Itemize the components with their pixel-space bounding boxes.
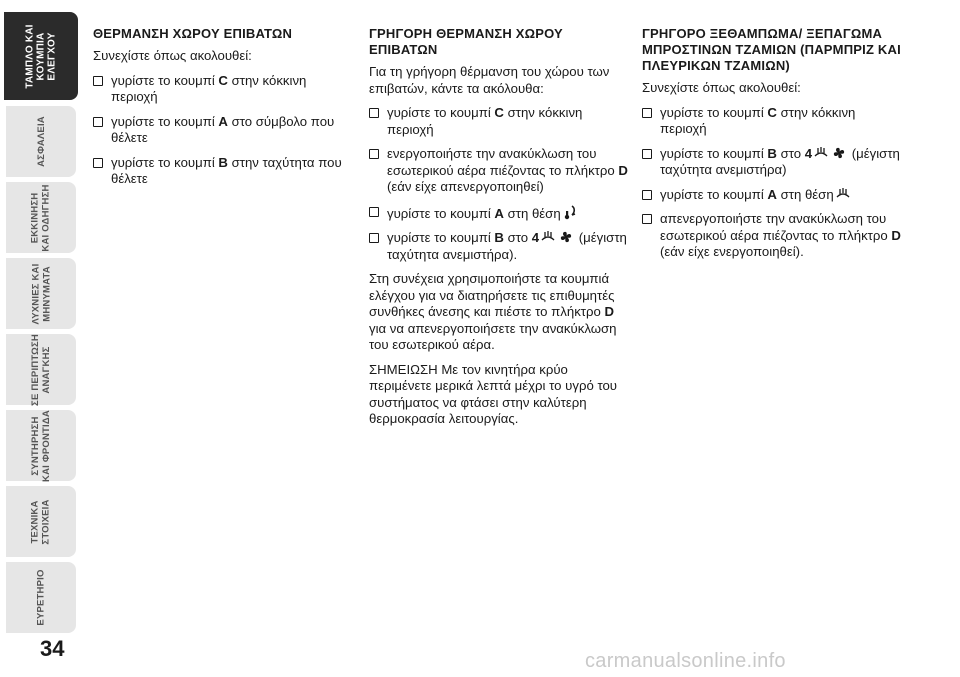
step-list bbox=[642, 105, 904, 261]
knob-key: A bbox=[218, 113, 228, 129]
knob-key: C bbox=[767, 104, 777, 120]
section-intro: Συνεχίστε όπως ακολουθεί: bbox=[642, 80, 801, 95]
checkbox-bullet-icon bbox=[642, 149, 652, 159]
list-item bbox=[369, 105, 631, 138]
step-text: στην κόκκινη περιοχή bbox=[111, 72, 307, 104]
feet-airflow-icon bbox=[563, 204, 579, 220]
step-text: στο bbox=[776, 145, 805, 161]
step-text: γυρίστε το κουμπί bbox=[660, 104, 768, 120]
button-key: D bbox=[618, 162, 628, 178]
step-text: γυρίστε το κουμπί bbox=[111, 154, 219, 170]
windshield-defrost-icon bbox=[814, 146, 828, 160]
section-intro: Για τη γρήγορη θέρμανση του χώρου των επιβατών, κάντε τα ακόλουθα: bbox=[369, 64, 610, 96]
tab-driving[interactable] bbox=[6, 182, 76, 253]
checkbox-bullet-icon bbox=[369, 149, 379, 159]
windshield-defrost-icon bbox=[541, 230, 555, 244]
windshield-defrost-icon bbox=[836, 187, 850, 201]
list-item bbox=[93, 155, 355, 188]
step-text: γυρίστε το κουμπί bbox=[387, 105, 495, 120]
step-text: γυρίστε το κουμπί bbox=[387, 205, 495, 221]
step-list bbox=[93, 73, 355, 188]
checkbox-bullet-icon bbox=[642, 108, 652, 118]
tab-driving-label: ΕΚΚΙΝΗΣΗ ΚΑΙ ΟΔΗΓΗΣΗ bbox=[30, 183, 52, 252]
step-text: γυρίστε το κουμπί bbox=[111, 113, 219, 129]
tab-safety-label: ΑΣΦΑΛΕΙΑ bbox=[35, 116, 47, 167]
button-key: D bbox=[604, 304, 615, 319]
fan-level: 4 bbox=[531, 230, 540, 245]
knob-key: C bbox=[218, 72, 228, 88]
step-text: (μέγιστη ταχύτητα ανεμιστήρα). bbox=[387, 230, 627, 262]
checkbox-bullet-icon bbox=[93, 76, 103, 86]
column-passenger-heating bbox=[93, 26, 355, 196]
knob-key: C bbox=[494, 105, 504, 120]
tab-technical-label: ΤΕΧΝΙΚΑ ΣΤΟΙΧΕΙΑ bbox=[29, 498, 52, 545]
checkbox-bullet-icon bbox=[642, 190, 652, 200]
tab-dashboard-label: ΤΑΜΠΛΟ ΚΑΙ ΚΟΥΜΠΙΑ ΕΛΕΓΧΟΥ bbox=[24, 23, 58, 89]
fan-icon bbox=[832, 146, 846, 160]
step-text: στο bbox=[503, 230, 532, 245]
checkbox-bullet-icon bbox=[93, 117, 103, 127]
checkbox-bullet-icon bbox=[369, 233, 379, 243]
step-text: στη θέση bbox=[776, 186, 834, 202]
section-title: ΘΕΡΜΑΝΣΗ ΧΩΡΟΥ ΕΠΙΒΑΤΩΝ bbox=[93, 26, 293, 41]
button-key: D bbox=[891, 227, 901, 243]
step-text: ενεργοποιήστε την ανακύκλωση του εσωτερικού αέρα πιέζοντας το πλήκτρο bbox=[387, 146, 619, 178]
tab-lights-label: ΛΥΧΝΙΕΣ ΚΑΙ ΜΗΝΥΜΑΤΑ bbox=[29, 263, 52, 324]
section-title: ΓΡΗΓΟΡΗ ΘΕΡΜΑΝΣΗ ΧΩΡΟΥ ΕΠΙΒΑΤΩΝ bbox=[369, 26, 563, 57]
step-text: γυρίστε το κουμπί bbox=[111, 72, 219, 88]
paragraph-text: για να απενεργοποιήσετε την ανακύκλωση του εσωτερικού αέρα. bbox=[369, 320, 617, 352]
step-text: στη θέση bbox=[503, 205, 561, 221]
step-list bbox=[369, 105, 631, 263]
list-item bbox=[369, 230, 631, 263]
step-text: στην κόκκινη περιοχή bbox=[387, 105, 583, 137]
knob-key: B bbox=[767, 145, 777, 161]
knob-key: B bbox=[494, 230, 504, 245]
step-text: γυρίστε το κουμπί bbox=[387, 230, 495, 245]
step-text: στο σύμβολο που θέλετε bbox=[111, 113, 335, 145]
note-paragraph: ΣΗΜΕΙΩΣΗ Με τον κινητήρα κρύο περιμένετε μερικά λεπτά μέχρι το υγρό του συστήματος να φτάσει στην καλύτερη θερμοκρασία λειτουργίας. bbox=[369, 361, 618, 426]
step-text: (εάν είχε ενεργοποιηθεί). bbox=[660, 244, 804, 259]
step-text: απενεργοποιήστε την ανακύκλωση του εσωτερικού αέρα πιέζοντας το πλήκτρο bbox=[660, 211, 892, 243]
list-item bbox=[642, 105, 904, 138]
page-number: 34 bbox=[40, 636, 65, 661]
tab-technical[interactable] bbox=[6, 486, 76, 557]
tab-lights[interactable] bbox=[6, 258, 76, 329]
checkbox-bullet-icon bbox=[642, 214, 652, 224]
knob-key: A bbox=[767, 186, 777, 202]
tab-maintenance-label: ΣΥΝΤΗΡΗΣΗ ΚΑΙ ΦΡΟΝΤΙΔΑ bbox=[30, 409, 53, 482]
column-quick-heating bbox=[369, 26, 631, 436]
list-item bbox=[93, 114, 355, 147]
checkbox-bullet-icon bbox=[93, 158, 103, 168]
follow-up-paragraph bbox=[369, 271, 631, 354]
list-item bbox=[93, 73, 355, 106]
step-text: στην κόκκινη περιοχή bbox=[660, 104, 856, 136]
step-text: (εάν είχε απενεργοποιηθεί) bbox=[387, 179, 544, 194]
watermark-text: carmanualsonline.info bbox=[585, 650, 786, 672]
tab-index-label: ΕΥΡΕΤΗΡΙΟ bbox=[35, 569, 47, 626]
column-quick-defrost bbox=[642, 26, 904, 269]
fan-icon bbox=[559, 230, 573, 244]
tab-maintenance[interactable] bbox=[6, 410, 76, 481]
checkbox-bullet-icon bbox=[369, 108, 379, 118]
step-text: γυρίστε το κουμπί bbox=[660, 145, 768, 161]
list-item bbox=[369, 204, 631, 223]
knob-key: B bbox=[218, 154, 228, 170]
step-text: γυρίστε το κουμπί bbox=[660, 186, 768, 202]
step-text: στην ταχύτητα που θέλετε bbox=[111, 154, 342, 186]
list-item bbox=[369, 146, 631, 196]
tab-safety[interactable] bbox=[6, 106, 76, 177]
tab-emergency-label: ΣΕ ΠΕΡΙΠΤΩΣΗ ΑΝΑΓΚΗΣ bbox=[30, 333, 53, 406]
tab-index[interactable] bbox=[6, 562, 76, 633]
knob-key: A bbox=[494, 205, 504, 221]
section-title: ΓΡΗΓΟΡΟ ΞΕΘΑΜΠΩΜΑ/ ΞΕΠΑΓΩΜΑ ΜΠΡΟΣΤΙΝΩΝ ΤΖΑΜΙΩΝ (ΠΑΡΜΠΡΙΖ ΚΑΙ ΠΛΕΥΡΙΚΩΝ ΤΖΑΜΙΩΝ) bbox=[642, 26, 901, 73]
sidebar-tabs bbox=[0, 0, 84, 677]
list-item bbox=[642, 211, 904, 261]
list-item bbox=[642, 146, 904, 179]
tab-emergency[interactable] bbox=[6, 334, 76, 405]
paragraph-text: Στη συνέχεια χρησιμοποιήστε τα κουμπιά ελέγχου για να διατηρήσετε τις επιθυμητές συνθήκες άνεσης και πιέστε το πλήκτρο bbox=[369, 271, 615, 319]
tab-dashboard[interactable] bbox=[4, 12, 78, 100]
fan-level: 4 bbox=[804, 145, 813, 161]
section-intro: Συνεχίστε όπως ακολουθεί: bbox=[93, 48, 252, 63]
checkbox-bullet-icon bbox=[369, 207, 379, 217]
list-item bbox=[642, 187, 904, 204]
step-text: (μέγιστη ταχύτητα ανεμιστήρα) bbox=[660, 145, 900, 177]
